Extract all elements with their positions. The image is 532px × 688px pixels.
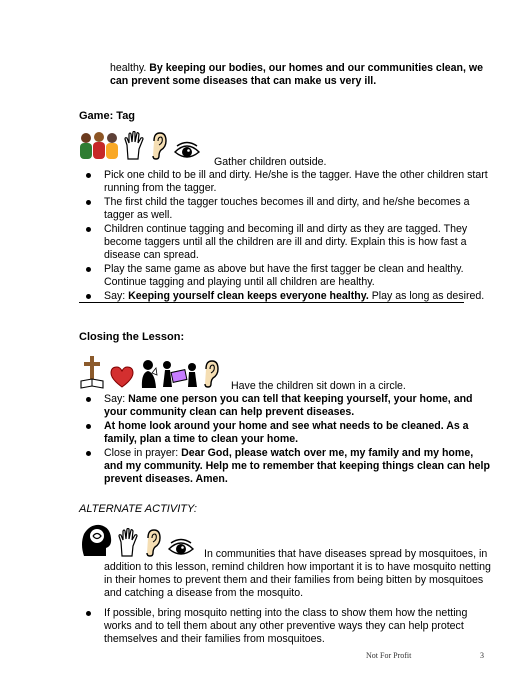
section-divider: [79, 302, 464, 303]
ear-icon: [202, 359, 220, 389]
alternate-lead: In communities that have diseases spread by mosquitoes, in addition to this lesson, remind children how important it is to have mosquito netting in their homes to prevent them and their families from being bitten by mosquitoes and catching a disease from the mosquito.: [104, 548, 491, 599]
closing-lead: Have the children sit down in a circle.: [231, 380, 406, 392]
list-item: Play the same game as above but have the first tagger be clean and healthy. Continue tagging and playing until all children are healthy.: [80, 263, 488, 289]
closing-bullets: [80, 393, 492, 487]
game-lead: Gather children outside.: [214, 156, 327, 168]
hand-icon: [123, 131, 145, 161]
page-number: 3: [480, 651, 484, 660]
alternate-heading: ALTERNATE ACTIVITY:: [79, 503, 197, 515]
list-item: Children continue tagging and becoming ill and dirty as they are tagged. They become taggers until all the children are ill and dirty. Explain this is how fast a disease can spread.: [80, 223, 488, 262]
closing-heading: Closing the Lesson:: [79, 331, 185, 343]
ear-icon: [150, 131, 168, 161]
intro-paragraph: [110, 62, 495, 88]
giving-children-icon: [161, 359, 199, 389]
game-bullets: [80, 169, 488, 304]
list-item: The first child the tagger touches becomes ill and dirty, and he/she becomes a tagger as well.: [80, 196, 488, 222]
list-item: Say: Keeping yourself clean keeps everyone healthy. Play as long as desired.: [80, 290, 488, 303]
list-item: At home look around your home and see what needs to be cleaned. As a family, plan a time to clean your home.: [80, 420, 492, 446]
bible-icon: [80, 355, 104, 389]
list-item: Pick one child to be ill and dirty. He/she is the tagger. Have the other children start running from the tagger.: [80, 169, 488, 195]
list-item: If possible, bring mosquito netting into the class to show them how the netting works and to tell them about any other preventive ways they can help protect themselves and their families from mosquitoes.: [80, 607, 492, 646]
list-item: Say: Name one person you can tell that keeping yourself, your home, and your community clean can help prevent diseases.: [80, 393, 492, 419]
closing-icons: [80, 355, 220, 389]
alternate-bullets: [80, 607, 492, 647]
list-item: Close in prayer: Dear God, please watch over me, my family and my home, and my community. Help me to remember that keeping things clean can help prevent diseases. Amen.: [80, 447, 492, 486]
intro-bold: By keeping our bodies, our homes and our communities clean, we can prevent some diseases that can make us very ill.: [110, 62, 484, 87]
eye-icon: [173, 141, 201, 161]
praying-child-icon: [139, 359, 159, 389]
game-heading: Game: Tag: [79, 110, 136, 122]
intro-lead: healthy.: [110, 62, 150, 74]
heart-icon: [109, 365, 135, 389]
game-icons: [78, 129, 201, 161]
children-group-icon: [78, 129, 120, 161]
footer-label: Not For Profit: [366, 651, 412, 660]
